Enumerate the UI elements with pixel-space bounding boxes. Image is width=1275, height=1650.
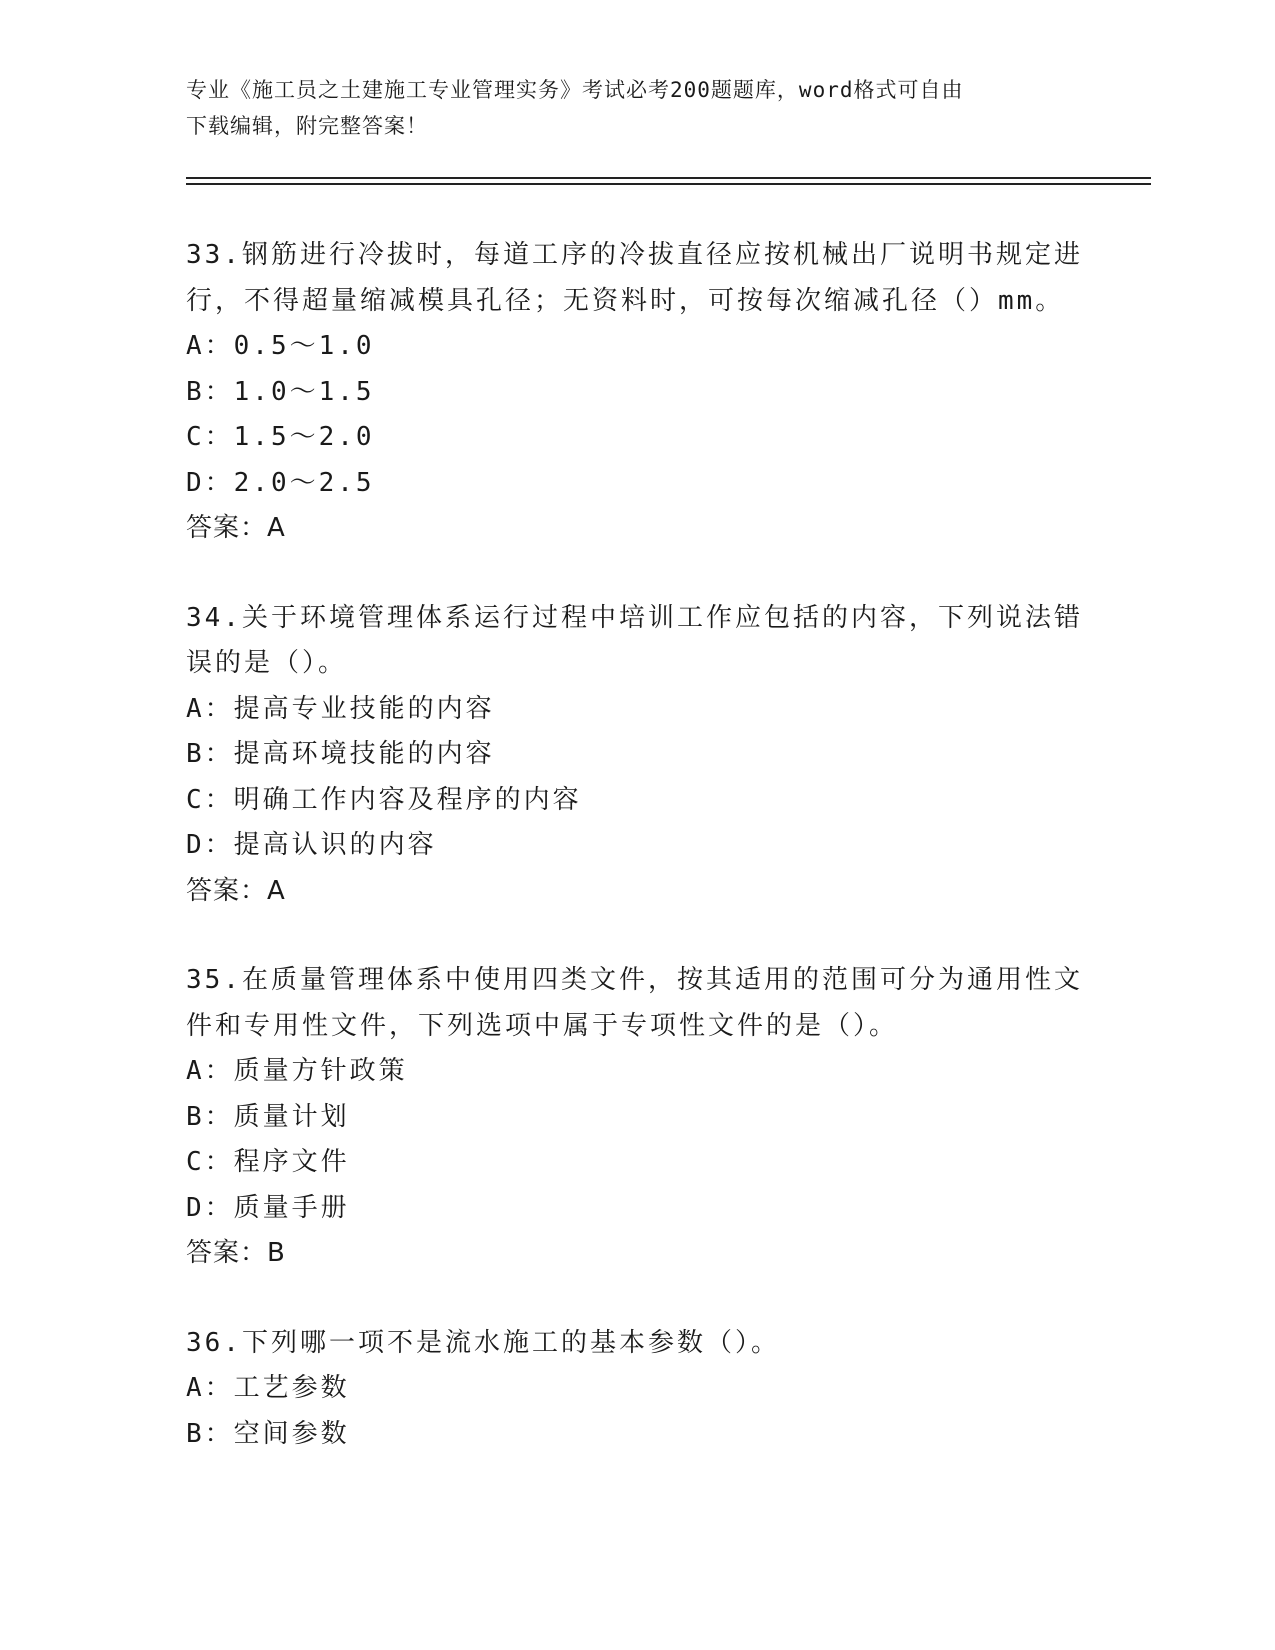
question-35 — [186, 958, 1091, 1277]
document-header — [186, 72, 1066, 144]
option-c: C：明确工作内容及程序的内容 — [186, 784, 582, 815]
option-c: C：1.5～2.0 — [186, 422, 375, 452]
option-c: C：程序文件 — [186, 1147, 350, 1177]
question-33 — [186, 233, 1091, 552]
header-line-2: 下载编辑，附完整答案！ — [186, 114, 428, 138]
option-b: B：空间参数 — [186, 1418, 350, 1449]
option-a: A：工艺参数 — [186, 1373, 350, 1403]
answer-line: 答案：A — [186, 875, 286, 906]
question-stem: 35.在质量管理体系中使用四类文件，按其适用的范围可分为通用性文件和专用性文件，下列选项中属于专项性文件的是（）。 — [186, 965, 1083, 1041]
question-stem: 34.关于环境管理体系运行过程中培训工作应包括的内容，下列说法错误的是（）。 — [186, 602, 1083, 678]
option-a: A：质量方针政策 — [186, 1056, 408, 1086]
option-d: D：提高认识的内容 — [186, 830, 437, 860]
header-line-1: 专业《施工员之土建施工专业管理实务》考试必考200题题库，word格式可自由 — [186, 78, 964, 102]
option-a: A：0.5～1.0 — [186, 331, 375, 361]
question-stem: 33.钢筋进行冷拔时，每道工序的冷拔直径应按机械出厂说明书规定进行，不得超量缩减模具孔径；无资料时，可按每次缩减孔径（）mm。 — [186, 240, 1083, 316]
answer-line: 答案：B — [186, 1238, 286, 1268]
header-divider-top — [186, 177, 1151, 179]
option-a: A：提高专业技能的内容 — [186, 693, 495, 724]
answer-line: 答案：A — [186, 513, 286, 543]
question-list — [186, 233, 1091, 1501]
option-d: D：2.0～2.5 — [186, 467, 375, 498]
header-divider-bottom — [186, 183, 1151, 185]
option-b: B：质量计划 — [186, 1101, 350, 1132]
option-b: B：1.0～1.5 — [186, 376, 375, 407]
question-36 — [186, 1321, 1091, 1458]
option-b: B：提高环境技能的内容 — [186, 739, 495, 769]
question-34 — [186, 596, 1091, 915]
question-stem: 36.下列哪一项不是流水施工的基本参数（）。 — [186, 1327, 780, 1358]
option-d: D：质量手册 — [186, 1192, 350, 1223]
